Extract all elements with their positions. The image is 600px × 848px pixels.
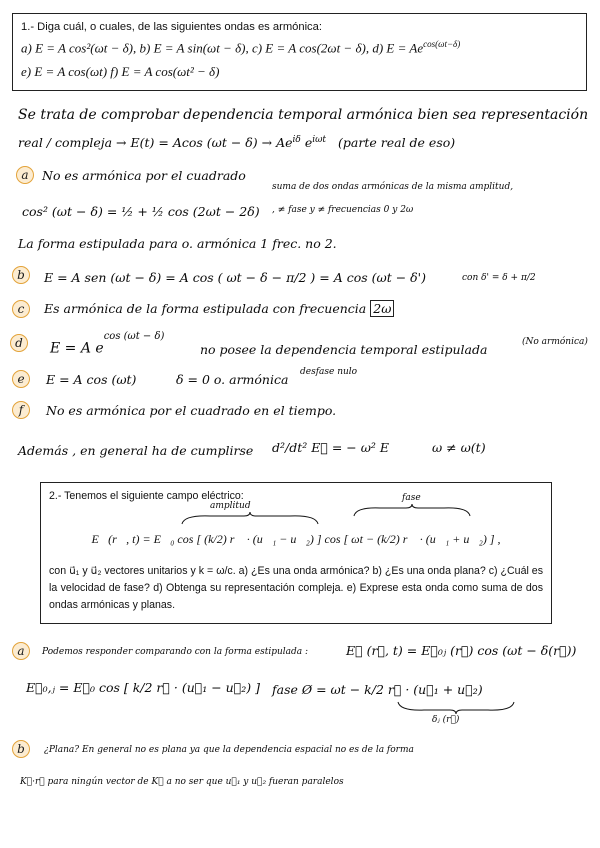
amplitud-brace [180,512,320,526]
extra-note: Además , en general ha de cumplirse [18,443,254,458]
item-e-note: desfase nulo [300,367,358,377]
item-d-eq-base: E = A e [50,340,104,357]
extra-equation: d²/dt² E⃗ = − ω² E [272,440,390,455]
item-c-boxed-frequency: 2ω [370,300,394,317]
part2-a-mark: a [12,642,30,660]
part2-a-equation: E⃗ (r⃗, t) = E⃗₀ⱼ (r⃗) cos (ωt − δ(r⃗)) [346,643,577,658]
options-line-1-exponent: cos(ωt−δ) [423,39,461,50]
notes-intro-line-1: Se trata de comprobar dependencia temporal armónica bien sea representación [18,107,589,123]
part2-phase-under: δⱼ (r⃗) [432,715,460,725]
question-1-box [12,13,587,91]
part2-phase-equation: fase Ø = ωt − k/2 r⃗ · (u⃗₁ + u⃗₂) [272,682,483,697]
part2-b-text-line2: K⃗·r⃗ para ningún vector de K⃗ a no ser que u⃗₁ y u⃗₂ fueran paralelos [20,777,344,787]
item-e-equation: E = A cos (ωt) [46,372,137,387]
intro-end: (parte real de eso) [338,135,456,151]
fase-brace [352,504,472,518]
extra-tail: ω ≠ ω(t) [432,440,486,455]
question-2-text: con u⃗₁ y u⃗₂ vectores unitarios y k = ω/c. a) ¿Es una onda armónica? b) ¿Es una onda plana? c) ¿Cuál es la velocidad de fase? d) Obtenga su representación compleja. e) Exprese esta onda como suma de dos ondas armónicas y planas. [49,565,543,612]
item-a-form-note: La forma estipulada para o. armónica 1 frec. no 2. [18,236,337,251]
intro-mid: e [304,135,313,151]
question-2-formula: E⃗(r⃗, t) = E⃗₀ cos [ (k/2) r⃗ · (u⃗₁ − u⃗₂) ] cos [ ωt − (k/2) r⃗ · (u⃗₁ + u⃗₂) ] , [91,532,501,547]
part2-a-text: Podemos responder comparando con la forma estipulada : [42,647,309,657]
item-a-equation-tail: , ≠ fase y ≠ frecuencias 0 y 2ω [272,205,414,215]
question-2-prompt: 2.- Tenemos el siguiente campo eléctrico: [49,490,244,502]
amplitud-label: amplitud [210,501,251,511]
item-d-mark: d [10,334,28,352]
question-1-prompt: 1.- Diga cuál, o cuales, de las siguientes ondas es armónica: [21,21,322,33]
question-2-box [40,482,552,624]
part2-b-mark: b [12,740,30,758]
intro-exponent-1: iδ [292,135,301,145]
fase-label: fase [402,493,421,503]
item-f-text: No es armónica por el cuadrado en el tiempo. [46,403,337,418]
item-e-mid: δ = 0 o. armónica [176,372,289,387]
item-b-equation: E = A sen (ωt − δ) = A cos ( ωt − δ − π/2 ) = A cos (ωt − δ') [44,270,426,285]
item-a-mark: a [16,166,34,184]
question-1-options-line-1 [21,38,578,58]
item-d-note: (No armónica) [522,337,588,347]
item-a-equation: cos² (ωt − δ) = ½ + ½ cos (2ωt − 2δ) [22,204,260,219]
item-b-tail: con δ' = δ + π/2 [462,273,536,283]
part2-b-text: ¿Plana? En general no es plana ya que la dependencia espacial no es de la forma [44,745,414,755]
item-b-mark: b [12,266,30,284]
intro-exponent-2: iωt [312,135,327,145]
options-line-1-text: a) E = A cos²(ωt − δ), b) E = A sin(ωt − δ), c) E = A cos(2ωt − δ), d) E = Ae [21,40,424,56]
part2-phase-brace [396,700,516,714]
item-a-side-note: suma de dos ondas armónicas de la misma amplitud, [272,182,514,192]
item-c-sentence: Es armónica de la forma estipulada con frecuencia [44,301,367,316]
intro-line-2-text: real / compleja → E(t) = Acos (ωt − δ) → Ae [18,135,293,151]
item-c-mark: c [12,300,30,318]
item-a-text: No es armónica por el cuadrado [42,168,246,183]
item-c-text [44,303,394,316]
question-1-options-line-2: e) E = A cos(ωt) f) E = A cos(ωt² − δ) [21,63,220,79]
notes-intro-line-2 [18,136,455,150]
item-d-eq-exponent: cos (ωt − δ) [103,331,165,342]
item-e-mark: e [12,370,30,388]
item-d-text: no posee la dependencia temporal estipulada [200,342,488,357]
item-f-mark: f [12,401,30,419]
part2-amplitude-equation: E⃗₀,ⱼ = E⃗₀ cos [ k/2 r⃗ · (u⃗₁ − u⃗₂) ] [26,680,260,695]
